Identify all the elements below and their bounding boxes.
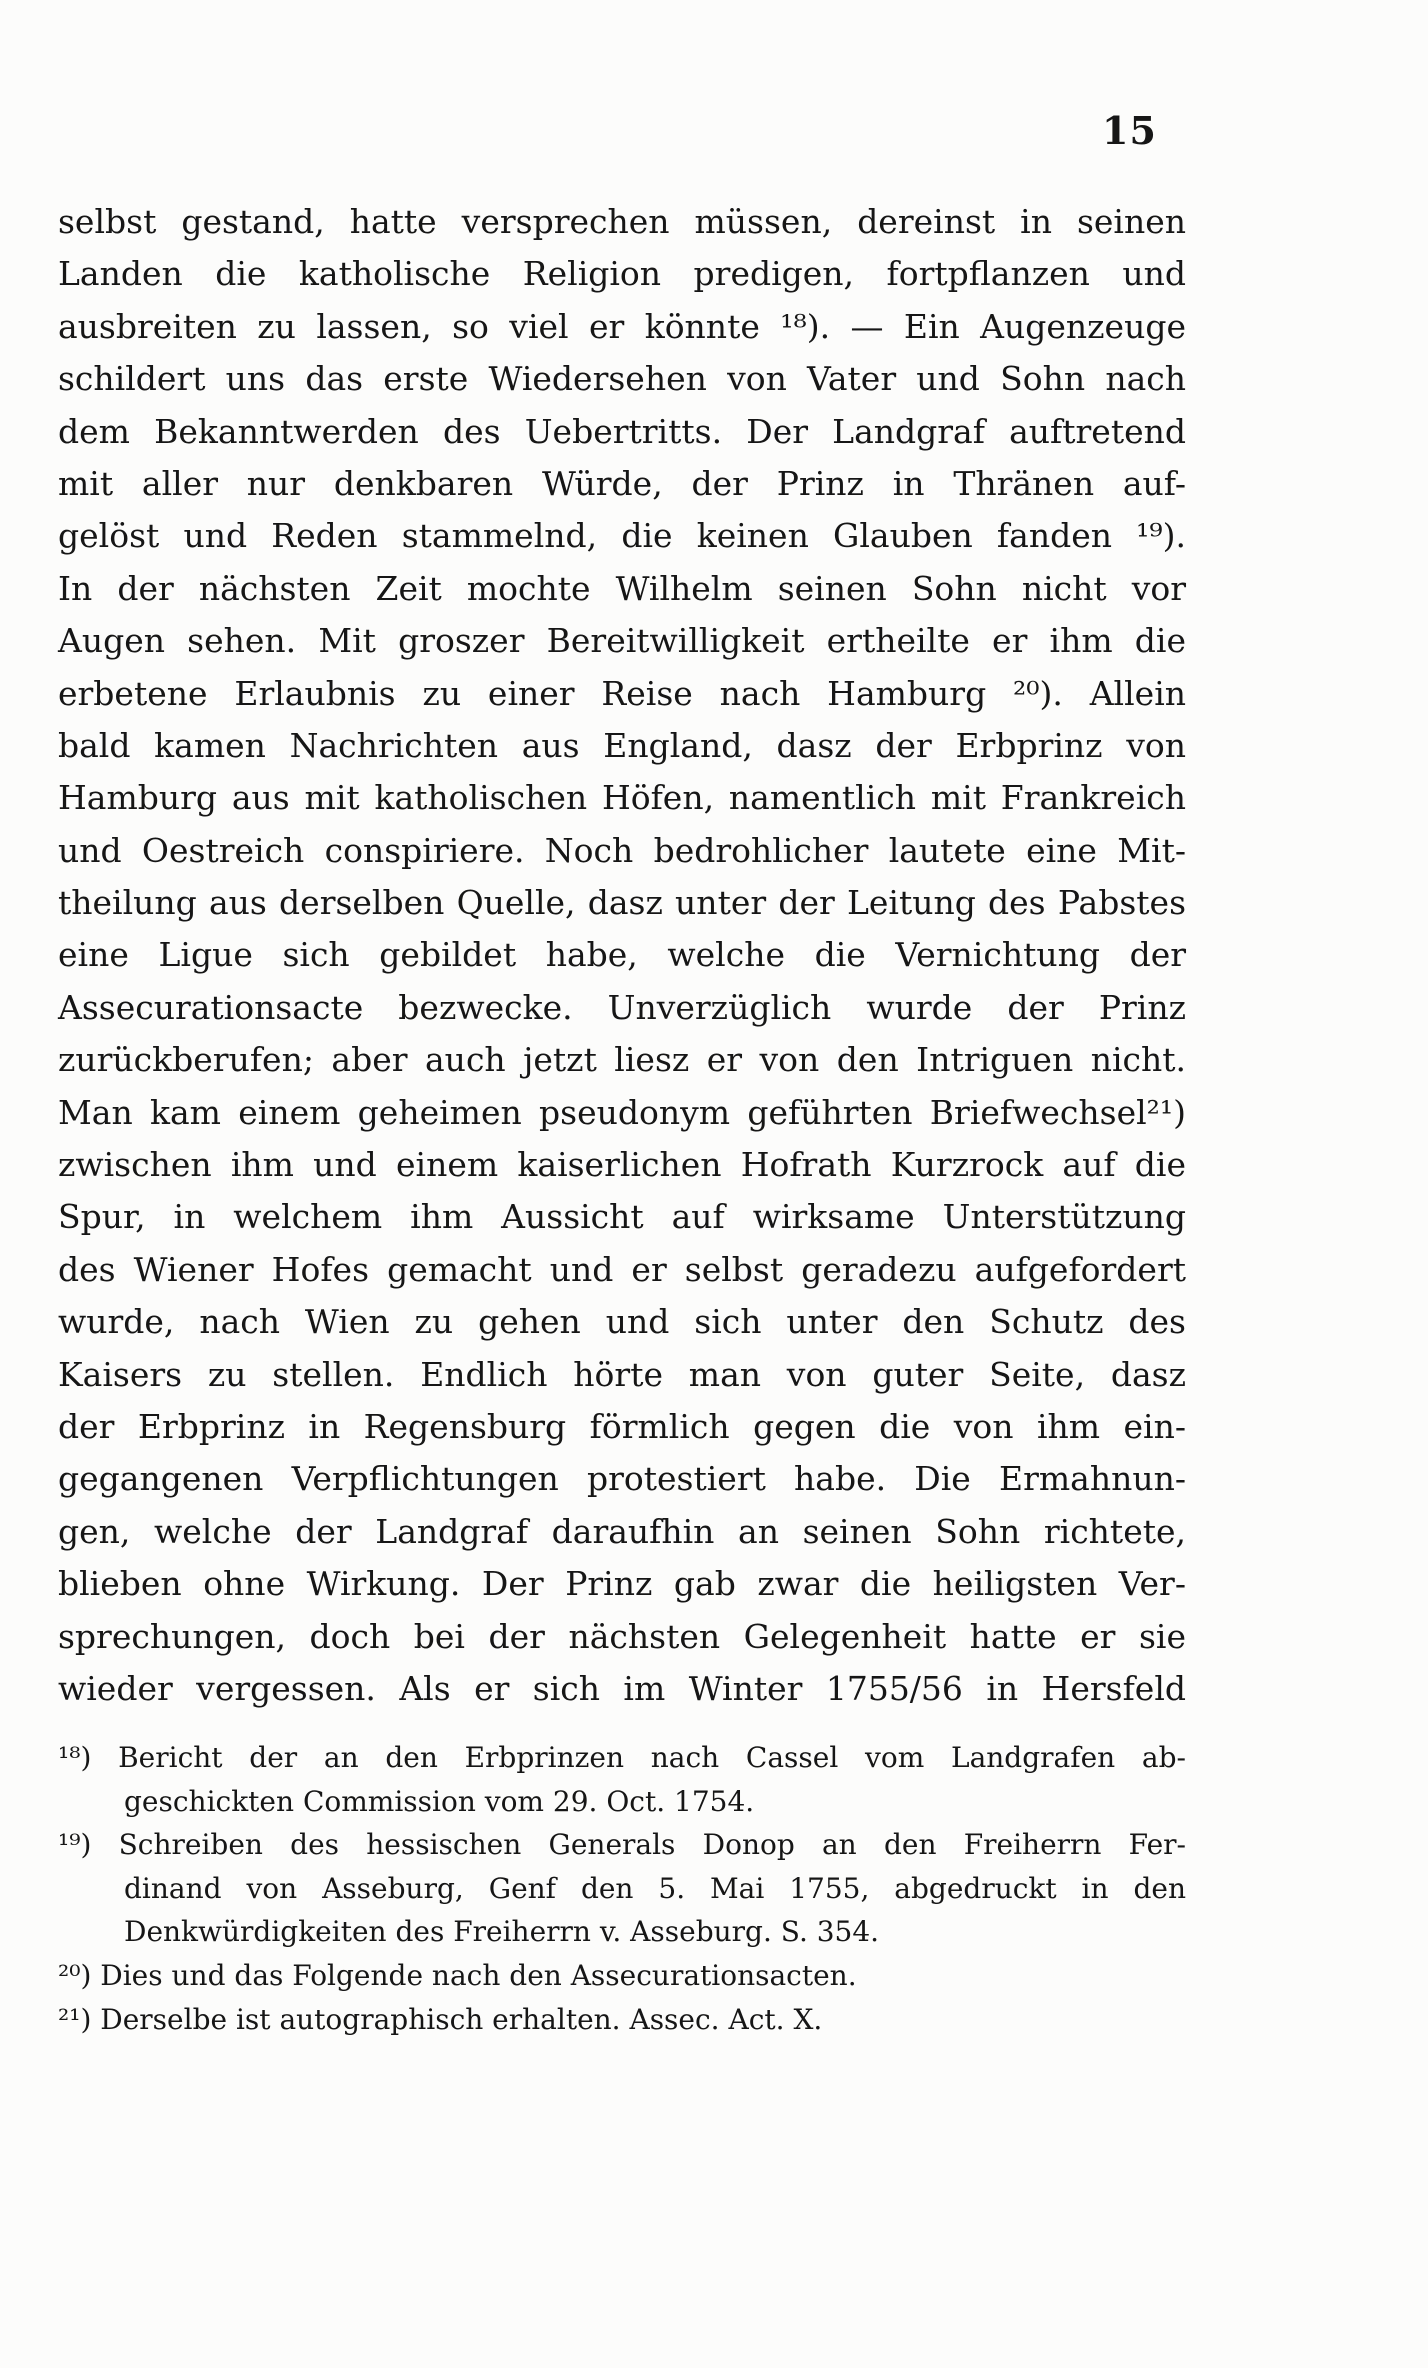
footnote-line: ²⁰) Dies und das Folgende nach den Assecurationsacten. [58, 1958, 857, 1992]
body-text [58, 196, 1186, 1715]
text-line: eine Ligue sich gebildet habe, welche die Vernichtung der [58, 935, 1186, 975]
footnote-21 [58, 1998, 1186, 2042]
footnote-19 [58, 1823, 1186, 1954]
text-line: Spur, in welchem ihm Aussicht auf wirksame Unterstützung [58, 1197, 1186, 1237]
text-line: blieben ohne Wirkung. Der Prinz gab zwar die heiligsten Ver- [58, 1564, 1186, 1604]
footnote-line: geschickten Commission vom 29. Oct. 1754. [124, 1784, 755, 1818]
footnote-line: dinand von Asseburg, Genf den 5. Mai 1755, abgedruckt in den [124, 1871, 1186, 1905]
text-line: ausbreiten zu lassen, so viel er könnte ¹⁸). — Ein Augenzeuge [58, 306, 1186, 346]
text-line: Assecurationsacte bezwecke. Unverzüglich wurde der Prinz [58, 987, 1186, 1027]
footnote-line: ¹⁸) Bericht der an den Erbprinzen nach Cassel vom Landgrafen ab- [58, 1741, 1186, 1774]
text-line: wieder vergessen. Als er sich im Winter 1755/56 in Hersfeld [58, 1668, 1186, 1708]
footnote-line: Denkwürdigkeiten des Freiherrn v. Asseburg. S. 354. [124, 1915, 880, 1949]
text-line: gen, welche der Landgraf daraufhin an seinen Sohn richtete, [58, 1511, 1186, 1551]
text-line: gelöst und Reden stammelnd, die keinen Glauben fanden ¹⁹). [58, 516, 1186, 556]
text-line: Kaisers zu stellen. Endlich hörte man von guter Seite, dasz [58, 1354, 1186, 1394]
text-line: der Erbprinz in Regensburg förmlich gegen die von ihm ein- [58, 1406, 1186, 1446]
text-line: des Wiener Hofes gemacht und er selbst geradezu aufgefordert [58, 1249, 1186, 1289]
text-line: und Oestreich conspiriere. Noch bedrohlicher lautete eine Mit- [58, 830, 1186, 870]
text-line: theilung aus derselben Quelle, dasz unter der Leitung des Pabstes [58, 883, 1186, 923]
page-number: 15 [1102, 108, 1157, 153]
text-line: zurückberufen; aber auch jetzt liesz er von den Intriguen nicht. [58, 1040, 1186, 1080]
footnote-20 [58, 1954, 1186, 1998]
text-line: Augen sehen. Mit groszer Bereitwilligkeit ertheilte er ihm die [58, 621, 1186, 661]
text-line: wurde, nach Wien zu gehen und sich unter den Schutz des [58, 1302, 1186, 1342]
text-line: bald kamen Nachrichten aus England, dasz der Erbprinz von [58, 725, 1186, 765]
footnote-line: ²¹) Derselbe ist autographisch erhalten. Assec. Act. X. [58, 2002, 823, 2036]
text-line: zwischen ihm und einem kaiserlichen Hofrath Kurzrock auf die [58, 1145, 1186, 1185]
text-line: dem Bekanntwerden des Uebertritts. Der Landgraf auftretend [58, 411, 1186, 451]
text-line: gegangenen Verpflichtungen protestiert habe. Die Ermahnun- [58, 1459, 1186, 1499]
text-line: Hamburg aus mit katholischen Höfen, namentlich mit Frankreich [58, 778, 1186, 818]
footnote-line: ¹⁹) Schreiben des hessischen Generals Donop an den Freiherrn Fer- [58, 1828, 1186, 1862]
text-line: schildert uns das erste Wiedersehen von Vater und Sohn nach [58, 359, 1186, 399]
text-line: erbetene Erlaubnis zu einer Reise nach Hamburg ²⁰). Allein [58, 673, 1186, 713]
text-line: In der nächsten Zeit mochte Wilhelm seinen Sohn nicht vor [58, 568, 1186, 608]
footnotes [58, 1736, 1186, 2041]
text-line: sprechungen, doch bei der nächsten Gelegenheit hatte er sie [58, 1616, 1186, 1656]
footnote-18 [58, 1736, 1186, 1823]
text-line: selbst gestand, hatte versprechen müssen, dereinst in seinen [58, 202, 1186, 241]
text-line: Man kam einem geheimen pseudonym geführten Briefwechsel²¹) [58, 1092, 1186, 1132]
text-line: Landen die katholische Religion predigen, fortpflanzen und [58, 254, 1186, 294]
text-line: mit aller nur denkbaren Würde, der Prinz in Thränen auf- [58, 463, 1186, 503]
